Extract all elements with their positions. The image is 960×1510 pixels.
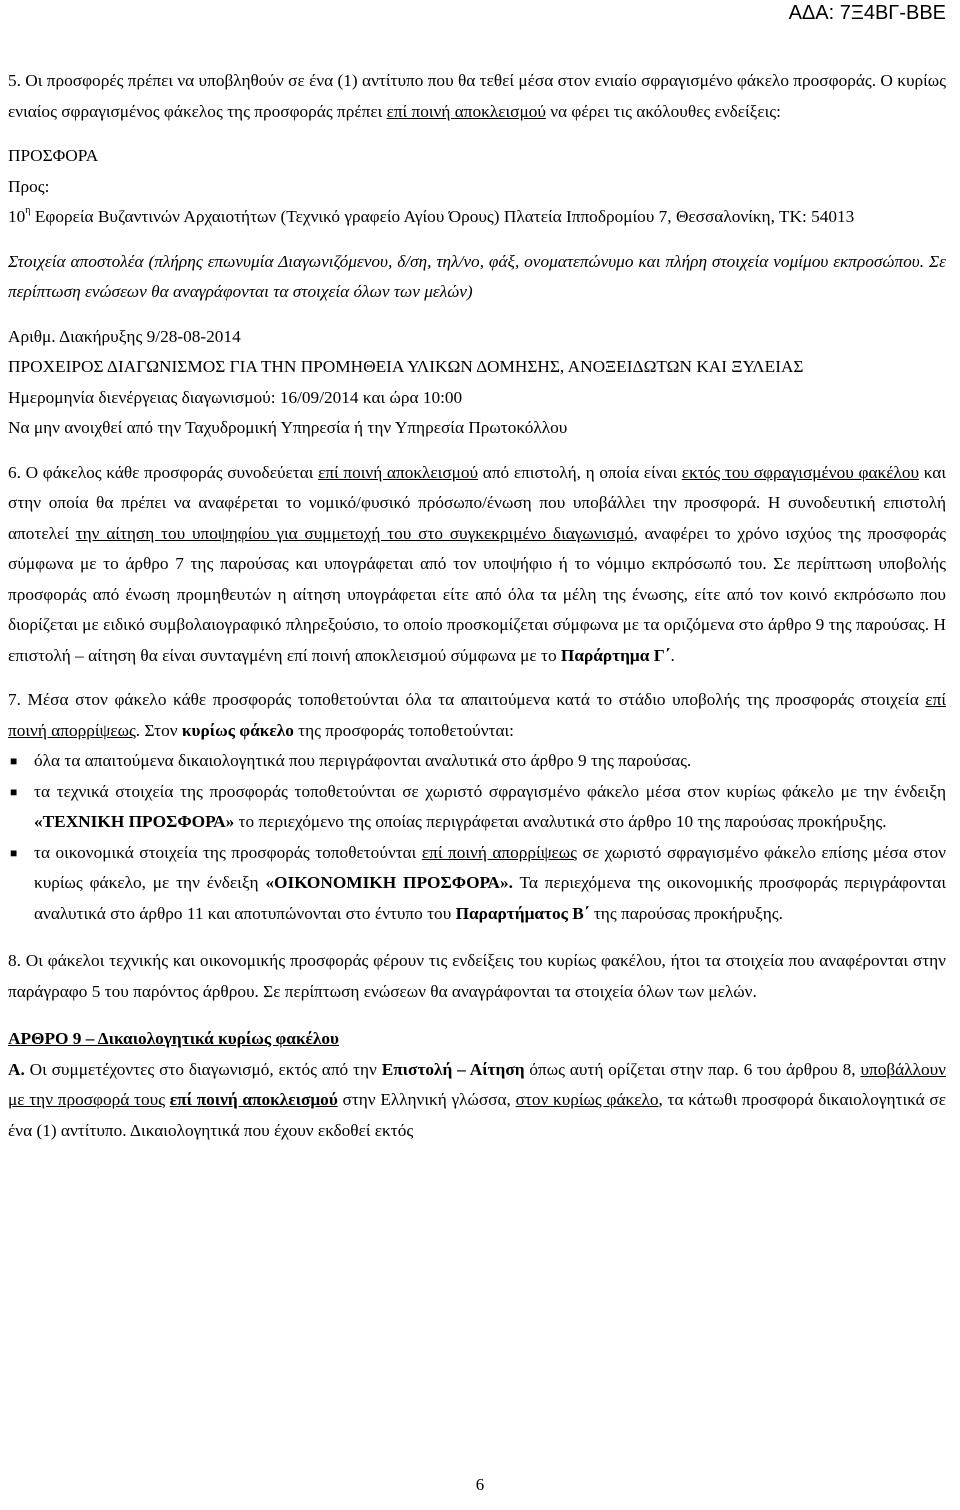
list-item: ■ τα τεχνικά στοιχεία της προσφοράς τοποθετούνται σε χωριστό σφραγισμένο φάκελο μέσα στον κυρίως φάκελο με την ένδειξη «ΤΕΧΝΙΚΗ ΠΡΟΣΦΟΡΑ» το περιεχόμενο της οποίας περιγράφεται αναλυτικά στο άρθρο 10 της παρούσας προκήρυξης.	[8, 777, 946, 838]
paragraph-7: 7. Μέσα στον φάκελο κάθε προσφοράς τοποθετούνται όλα τα απαιτούμενα κατά το στάδιο υποβολής της προσφοράς στοιχεία επί ποινή απορρίψεως. Στον κυρίως φάκελο της προσφοράς τοποθετούνται:	[8, 690, 946, 740]
envelope-address: $10^\eta$ Εφορεία Βυζαντινών Αρχαιοτήτων (Τεχνικό γραφείο Αγίου Όρους) Πλατεία Ιπποδρομίου 7, Θεσσαλονίκη, ΤΚ: 54013	[8, 205, 855, 226]
list-item: ■ όλα τα απαιτούμενα δικαιολογητικά που περιγράφονται αναλυτικά στο άρθρο 9 της παρούσας.	[8, 746, 946, 777]
paragraph-5: 5. Οι προσφορές πρέπει να υποβληθούν σε ένα (1) αντίτυπο που θα τεθεί μέσα στον ενιαίο σφραγισμένο φάκελο προσφοράς. Ο κυρίως ενιαίος σφραγισμένος φάκελος της προσφοράς πρέπει επί ποινή αποκλεισμού να φέρει τις ακόλουθες ενδείξεις:	[8, 71, 946, 121]
paragraph-8: 8. Οι φάκελοι τεχνικής και οικονομικής προσφοράς φέρουν τις ενδείξεις του κυρίως φακέλου, ήτοι τα στοιχεία που αναφέρονται στην παράγραφο 5 του παρόντος άρθρου. Σε περίπτωση ενώσεων θα αναγράφονται τα στοιχεία όλων των μελών.	[8, 951, 946, 1001]
envelope-to-label: Προς:	[8, 176, 50, 196]
envelope-markings	[8, 141, 946, 444]
envelope-date: Ημερομηνία διενέργειας διαγωνισμού: 16/09/2014 και ώρα 10:00	[8, 387, 463, 407]
envelope-title: ΠΡΟΣΦΟΡΑ	[8, 146, 99, 165]
article-9-paragraph-a: Α. Οι συμμετέχοντες στο διαγωνισμό, εκτός από την Επιστολή – Αίτηση όπως αυτή ορίζεται στην παρ. 6 του άρθρου 8, υποβάλλουν με την προσφορά τους επί ποινή αποκλεισμού στην Ελληνική γλώσσα, στον κυρίως φάκελο, τα κάτωθι προσφορά δικαιολογητικά σε ένα (1) αντίτυπο. Δικαιολογητικά που έχουν εκδοθεί εκτός	[8, 1059, 946, 1140]
article-9-heading: ΑΡΘΡΟ 9 – Δικαιολογητικά κυρίως φακέλου	[8, 1029, 340, 1048]
paragraph-6: 6. Ο φάκελος κάθε προσφοράς συνοδεύεται επί ποινή αποκλεισμού από επιστολή, η οποία είναι εκτός του σφραγισμένου φακέλου και στην οποία θα πρέπει να αναφέρεται το νομικό/φυσικό πρόσωπο/ένωση που υποβάλλει την προσφορά. Η συνοδευτική επιστολή αποτελεί την αίτηση του υποψηφίου για συμμετοχή του στο συγκεκριμένο διαγωνισμό, αναφέρει το χρόνο ισχύος της προσφοράς σύμφωνα με το άρθρο 7 της παρούσας και υπογράφεται από τον υποψήφιο ή το νόμιμο εκπρόσωπό του. Σε περίπτωση υποβολής προσφοράς από ένωση προμηθευτών η αίτηση υπογράφεται είτε από όλα τα μέλη της ένωσης, είτε από τον κοινό εκπρόσωπο που διορίζεται με ειδικό συμβολαιογραφικό πληρεξούσιο, το οποίο προσκομίζεται σύμφωνα με τα οριζόμενα στο άρθρο 9 της παρούσας. Η επιστολή – αίτηση θα είναι συνταγμένη επί ποινή αποκλεισμού σύμφωνα με το Παράρτημα Γ΄.	[8, 462, 947, 665]
envelope-tender-title: ΠΡΟΧΕΙΡΟΣ ΔΙΑΓΩΝΙΣΜΟΣ ΓΙΑ ΤΗΝ ΠΡΟΜΗΘΕΙΑ ΥΛΙΚΩΝ ΔΟΜΗΣΗΣ, ΑΝΟΞΕΙΔΩΤΩΝ ΚΑΙ ΞΥΛΕΙΑΣ	[8, 357, 804, 376]
page-number: 6	[475, 1475, 485, 1494]
bullet-square-icon: ■	[10, 845, 18, 860]
envelope-do-not-open: Να μην ανοιχθεί από την Ταχυδρομική Υπηρεσία ή την Υπηρεσία Πρωτοκόλλου	[8, 418, 568, 437]
ada-code: ΑΔΑ: 7Ξ4ΒΓ-ΒΒΕ	[788, 2, 946, 24]
envelope-declaration-number: Αριθμ. Διακήρυξης 9/28-08-2014	[8, 326, 241, 346]
bullet-square-icon: ■	[10, 754, 18, 768]
envelope-sender-info: Στοιχεία αποστολέα (πλήρης επωνυμία Διαγωνιζόμενου, δ/ση, τηλ/νο, φάξ, ονοματεπώνυμο και πλήρη στοιχεία νομίμου εκπροσώπου. Σε περίπτωση ενώσεων θα αναγράφονται τα στοιχεία όλων των μελών)	[8, 251, 946, 301]
bullet-square-icon: ■	[10, 784, 18, 799]
document-body	[8, 66, 946, 1146]
list-item: ■ τα οικονομικά στοιχεία της προσφοράς τοποθετούνται επί ποινή απορρίψεως σε χωριστό σφραγισμένο φάκελο επίσης μέσα στον κυρίως φάκελο, με την ένδειξη «ΟΙΚΟΝΟΜΙΚΗ ΠΡΟΣΦΟΡΑ». Τα περιεχόμενα της οικονομικής προσφοράς περιγράφονται αναλυτικά στο άρθρο 11 και αποτυπώνονται στο έντυπο του Παραρτήματος Β΄ της παρούσας προκήρυξης.	[8, 838, 946, 930]
